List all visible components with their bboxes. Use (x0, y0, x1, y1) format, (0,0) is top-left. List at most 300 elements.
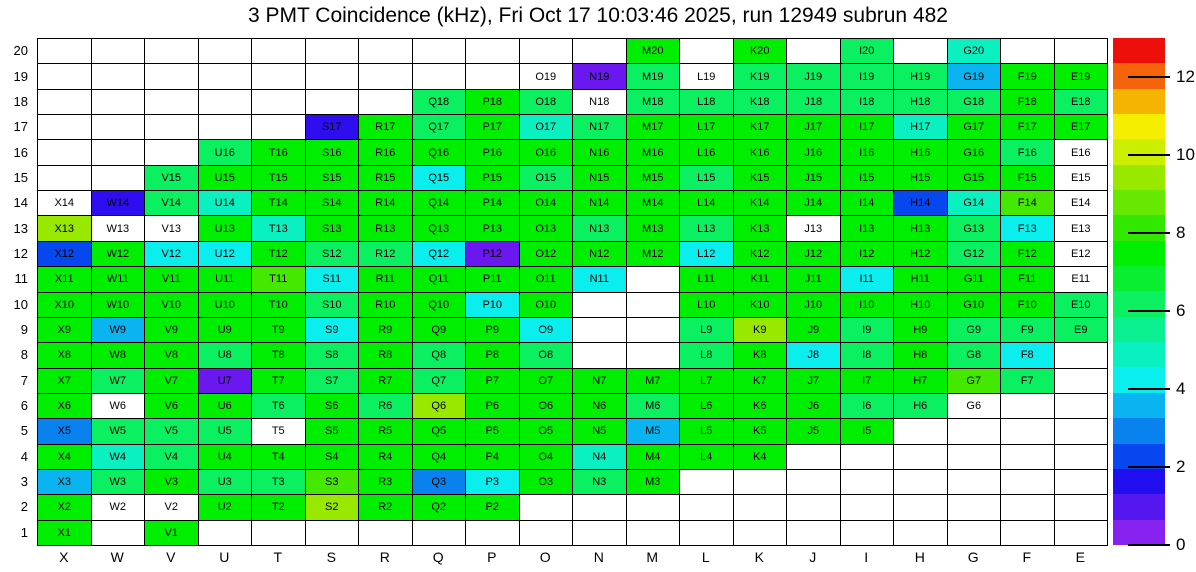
cell-empty-I4 (841, 445, 895, 470)
cell-empty-F20 (1001, 39, 1055, 64)
cell-U15: U15 (199, 166, 253, 191)
cell-M14: M14 (627, 191, 681, 216)
cell-G20: G20 (948, 39, 1002, 64)
cell-empty-F6 (1001, 394, 1055, 419)
cell-R14: R14 (359, 191, 413, 216)
cell-K19: K19 (734, 64, 788, 89)
cell-J5: J5 (787, 419, 841, 444)
cell-empty-V19 (145, 64, 199, 89)
colorbar-band-17 (1113, 89, 1165, 114)
cell-L6: L6 (680, 394, 734, 419)
cell-N18: N18 (573, 90, 627, 115)
cell-L19: L19 (680, 64, 734, 89)
cell-empty-M9 (627, 318, 681, 343)
cell-empty-N10 (573, 293, 627, 318)
cell-empty-R20 (359, 39, 413, 64)
cell-J14: J14 (787, 191, 841, 216)
cell-R9: R9 (359, 318, 413, 343)
cell-S4: S4 (306, 445, 360, 470)
cell-V11: V11 (145, 267, 199, 292)
cell-empty-F1 (1001, 521, 1055, 546)
cell-S5: S5 (306, 419, 360, 444)
cell-N19: N19 (573, 64, 627, 89)
cell-J18: J18 (787, 90, 841, 115)
cell-empty-T1 (252, 521, 306, 546)
cell-J16: J16 (787, 140, 841, 165)
colorbar-band-7 (1113, 342, 1165, 367)
cell-G7: G7 (948, 369, 1002, 394)
cell-M12: M12 (627, 242, 681, 267)
cell-F19: F19 (1001, 64, 1055, 89)
cell-R6: R6 (359, 394, 413, 419)
cell-empty-N2 (573, 495, 627, 520)
cell-J13: J13 (787, 216, 841, 241)
cell-E17: E17 (1055, 115, 1109, 140)
cell-empty-F3 (1001, 470, 1055, 495)
column-label-V: V (166, 549, 176, 565)
cell-V14: V14 (145, 191, 199, 216)
cell-N5: N5 (573, 419, 627, 444)
cell-S9: S9 (306, 318, 360, 343)
row-label-14: 14 (13, 195, 28, 211)
cell-P2: P2 (466, 495, 520, 520)
cell-X1: X1 (38, 521, 92, 546)
cell-W14: W14 (92, 191, 146, 216)
column-label-E: E (1075, 549, 1085, 565)
cell-S7: S7 (306, 369, 360, 394)
cell-X8: X8 (38, 343, 92, 368)
cell-K16: K16 (734, 140, 788, 165)
column-label-P: P (487, 549, 497, 565)
cell-empty-X18 (38, 90, 92, 115)
cell-Q12: Q12 (413, 242, 467, 267)
cell-empty-J1 (787, 521, 841, 546)
cell-empty-T20 (252, 39, 306, 64)
cell-empty-J3 (787, 470, 841, 495)
cell-empty-N20 (573, 39, 627, 64)
cell-I6: I6 (841, 394, 895, 419)
cell-X14: X14 (38, 191, 92, 216)
cell-T14: T14 (252, 191, 306, 216)
cell-empty-S20 (306, 39, 360, 64)
cell-E15: E15 (1055, 166, 1109, 191)
cell-R5: R5 (359, 419, 413, 444)
cell-O19: O19 (520, 64, 574, 89)
cell-G14: G14 (948, 191, 1002, 216)
cell-empty-N1 (573, 521, 627, 546)
cell-empty-X16 (38, 140, 92, 165)
cell-empty-U1 (199, 521, 253, 546)
cell-Q5: Q5 (413, 419, 467, 444)
row-label-6: 6 (20, 397, 28, 413)
cell-T5: T5 (252, 419, 306, 444)
row-label-19: 19 (13, 68, 28, 84)
cell-J15: J15 (787, 166, 841, 191)
cell-P17: P17 (466, 115, 520, 140)
colorbar-tick-label-0: 0 (1176, 535, 1186, 554)
cell-R11: R11 (359, 267, 413, 292)
cell-empty-M8 (627, 343, 681, 368)
cell-X9: X9 (38, 318, 92, 343)
cell-V13: V13 (145, 216, 199, 241)
cell-P3: P3 (466, 470, 520, 495)
cell-W9: W9 (92, 318, 146, 343)
cell-P14: P14 (466, 191, 520, 216)
cell-empty-S19 (306, 64, 360, 89)
cell-V4: V4 (145, 445, 199, 470)
cell-I8: I8 (841, 343, 895, 368)
cell-I5: I5 (841, 419, 895, 444)
cell-N13: N13 (573, 216, 627, 241)
cell-empty-W17 (92, 115, 146, 140)
cell-K15: K15 (734, 166, 788, 191)
cell-empty-K3 (734, 470, 788, 495)
cell-N3: N3 (573, 470, 627, 495)
cell-F13: F13 (1001, 216, 1055, 241)
cell-I19: I19 (841, 64, 895, 89)
cell-empty-M2 (627, 495, 681, 520)
cell-L13: L13 (680, 216, 734, 241)
cell-O15: O15 (520, 166, 574, 191)
cell-empty-S1 (306, 521, 360, 546)
cell-empty-M11 (627, 267, 681, 292)
cell-R4: R4 (359, 445, 413, 470)
cell-F12: F12 (1001, 242, 1055, 267)
cell-H16: H16 (894, 140, 948, 165)
cell-E13: E13 (1055, 216, 1109, 241)
cell-empty-X17 (38, 115, 92, 140)
row-label-20: 20 (13, 43, 28, 59)
cell-I12: I12 (841, 242, 895, 267)
cell-X5: X5 (38, 419, 92, 444)
cell-I9: I9 (841, 318, 895, 343)
cell-X4: X4 (38, 445, 92, 470)
cell-I18: I18 (841, 90, 895, 115)
column-label-F: F (1022, 549, 1032, 565)
cell-O18: O18 (520, 90, 574, 115)
cell-S15: S15 (306, 166, 360, 191)
cell-J12: J12 (787, 242, 841, 267)
cell-K14: K14 (734, 191, 788, 216)
colorbar-tick-label-2: 2 (1176, 457, 1186, 476)
cell-F15: F15 (1001, 166, 1055, 191)
cell-H19: H19 (894, 64, 948, 89)
cell-H13: H13 (894, 216, 948, 241)
cell-I7: I7 (841, 369, 895, 394)
cell-U5: U5 (199, 419, 253, 444)
cell-empty-X20 (38, 39, 92, 64)
row-label-2: 2 (20, 499, 28, 515)
cell-O13: O13 (520, 216, 574, 241)
colorbar-band-10 (1113, 266, 1165, 291)
cell-empty-J4 (787, 445, 841, 470)
cell-P8: P8 (466, 343, 520, 368)
colorbar-band-16 (1113, 114, 1165, 139)
cell-empty-G5 (948, 419, 1002, 444)
cell-M5: M5 (627, 419, 681, 444)
cell-Q13: Q13 (413, 216, 467, 241)
column-label-R: R (379, 549, 390, 565)
cell-empty-P20 (466, 39, 520, 64)
colorbar-tick-label-8: 8 (1176, 223, 1186, 242)
cell-empty-F4 (1001, 445, 1055, 470)
row-label-11: 11 (14, 271, 28, 287)
cell-R13: R13 (359, 216, 413, 241)
cell-O17: O17 (520, 115, 574, 140)
cell-empty-T17 (252, 115, 306, 140)
colorbar-band-9 (1113, 291, 1165, 316)
cell-empty-H20 (894, 39, 948, 64)
cell-empty-W20 (92, 39, 146, 64)
cell-O6: O6 (520, 394, 574, 419)
cell-J8: J8 (787, 343, 841, 368)
cell-I13: I13 (841, 216, 895, 241)
colorbar-tick-label-4: 4 (1176, 379, 1186, 398)
cell-E11: E11 (1055, 267, 1109, 292)
cell-H6: H6 (894, 394, 948, 419)
cell-K5: K5 (734, 419, 788, 444)
cell-empty-E6 (1055, 394, 1109, 419)
cell-H14: H14 (894, 191, 948, 216)
cell-U13: U13 (199, 216, 253, 241)
cell-V8: V8 (145, 343, 199, 368)
cell-U7: U7 (199, 369, 253, 394)
cell-empty-M1 (627, 521, 681, 546)
colorbar-tick-label-10: 10 (1176, 145, 1195, 164)
cell-K8: K8 (734, 343, 788, 368)
colorbar-band-11 (1113, 241, 1165, 266)
cell-Q2: Q2 (413, 495, 467, 520)
cell-R2: R2 (359, 495, 413, 520)
cell-Q6: Q6 (413, 394, 467, 419)
cell-T4: T4 (252, 445, 306, 470)
cell-G11: G11 (948, 267, 1002, 292)
cell-empty-X19 (38, 64, 92, 89)
cell-empty-H1 (894, 521, 948, 546)
column-label-O: O (539, 549, 551, 565)
cell-L18: L18 (680, 90, 734, 115)
cell-H9: H9 (894, 318, 948, 343)
cell-F9: F9 (1001, 318, 1055, 343)
cell-empty-U17 (199, 115, 253, 140)
cell-E12: E12 (1055, 242, 1109, 267)
cell-M15: M15 (627, 166, 681, 191)
column-label-W: W (110, 549, 124, 565)
cell-F17: F17 (1001, 115, 1055, 140)
cell-X2: X2 (38, 495, 92, 520)
cell-U4: U4 (199, 445, 253, 470)
cell-P4: P4 (466, 445, 520, 470)
cell-T6: T6 (252, 394, 306, 419)
cell-P12: P12 (466, 242, 520, 267)
cell-N12: N12 (573, 242, 627, 267)
cell-R7: R7 (359, 369, 413, 394)
colorbar-band-5 (1113, 393, 1165, 418)
cell-V5: V5 (145, 419, 199, 444)
cell-empty-G3 (948, 470, 1002, 495)
cell-N15: N15 (573, 166, 627, 191)
chart-title: 3 PMT Coincidence (kHz), Fri Oct 17 10:03:46 2025, run 12949 subrun 482 (247, 4, 948, 27)
cell-S2: S2 (306, 495, 360, 520)
column-label-J: J (809, 549, 817, 565)
colorbar-tick-label-12: 12 (1176, 67, 1195, 86)
cell-L7: L7 (680, 369, 734, 394)
column-label-L: L (701, 549, 710, 565)
cell-Q3: Q3 (413, 470, 467, 495)
cell-empty-V18 (145, 90, 199, 115)
cell-L5: L5 (680, 419, 734, 444)
cell-O14: O14 (520, 191, 574, 216)
colorbar-band-4 (1113, 418, 1165, 443)
row-label-18: 18 (13, 93, 28, 109)
cell-V7: V7 (145, 369, 199, 394)
colorbar-band-14 (1113, 165, 1165, 190)
cell-P15: P15 (466, 166, 520, 191)
row-label-9: 9 (20, 321, 28, 337)
row-label-10: 10 (13, 296, 28, 312)
cell-O10: O10 (520, 293, 574, 318)
cell-W8: W8 (92, 343, 146, 368)
cell-empty-E3 (1055, 470, 1109, 495)
cell-O11: O11 (520, 267, 574, 292)
cell-E18: E18 (1055, 90, 1109, 115)
cell-R8: R8 (359, 343, 413, 368)
cell-G18: G18 (948, 90, 1002, 115)
cell-empty-J20 (787, 39, 841, 64)
cell-T9: T9 (252, 318, 306, 343)
cell-L4: L4 (680, 445, 734, 470)
cell-empty-G1 (948, 521, 1002, 546)
cell-K13: K13 (734, 216, 788, 241)
cell-E10: E10 (1055, 293, 1109, 318)
cell-empty-S18 (306, 90, 360, 115)
cell-empty-Q19 (413, 64, 467, 89)
cell-S14: S14 (306, 191, 360, 216)
cell-T11: T11 (252, 267, 306, 292)
colorbar-band-0 (1113, 520, 1165, 545)
cell-empty-U18 (199, 90, 253, 115)
colorbar-band-19 (1113, 38, 1165, 63)
cell-empty-K1 (734, 521, 788, 546)
cell-O3: O3 (520, 470, 574, 495)
cell-I20: I20 (841, 39, 895, 64)
cell-K12: K12 (734, 242, 788, 267)
row-label-17: 17 (13, 119, 28, 135)
cell-M13: M13 (627, 216, 681, 241)
cell-empty-H3 (894, 470, 948, 495)
cell-X6: X6 (38, 394, 92, 419)
cell-L17: L17 (680, 115, 734, 140)
cell-O9: O9 (520, 318, 574, 343)
cell-S8: S8 (306, 343, 360, 368)
row-label-7: 7 (20, 372, 28, 388)
cell-K17: K17 (734, 115, 788, 140)
cell-Q17: Q17 (413, 115, 467, 140)
cell-empty-W16 (92, 140, 146, 165)
cell-W13: W13 (92, 216, 146, 241)
cell-empty-F5 (1001, 419, 1055, 444)
column-label-K: K (754, 549, 764, 565)
cell-F11: F11 (1001, 267, 1055, 292)
cell-empty-L20 (680, 39, 734, 64)
cell-empty-L2 (680, 495, 734, 520)
cell-S16: S16 (306, 140, 360, 165)
cell-E9: E9 (1055, 318, 1109, 343)
row-label-8: 8 (20, 347, 28, 363)
colorbar (1113, 38, 1165, 545)
colorbar-band-12 (1113, 215, 1165, 240)
colorbar-band-2 (1113, 469, 1165, 494)
cell-empty-W18 (92, 90, 146, 115)
cell-N17: N17 (573, 115, 627, 140)
row-label-3: 3 (20, 474, 28, 490)
cell-empty-G2 (948, 495, 1002, 520)
cell-empty-V16 (145, 140, 199, 165)
cell-Q18: Q18 (413, 90, 467, 115)
colorbar-tick-10 (1128, 154, 1170, 156)
cell-Q10: Q10 (413, 293, 467, 318)
cell-U2: U2 (199, 495, 253, 520)
cell-R17: R17 (359, 115, 413, 140)
cell-G16: G16 (948, 140, 1002, 165)
cell-empty-E1 (1055, 521, 1109, 546)
cell-I15: I15 (841, 166, 895, 191)
cell-N7: N7 (573, 369, 627, 394)
cell-empty-I2 (841, 495, 895, 520)
cell-F7: F7 (1001, 369, 1055, 394)
x-axis-column-labels (37, 549, 1107, 567)
cell-W12: W12 (92, 242, 146, 267)
cell-empty-U20 (199, 39, 253, 64)
colorbar-tick-0 (1128, 544, 1170, 546)
cell-W6: W6 (92, 394, 146, 419)
cell-empty-W1 (92, 521, 146, 546)
cell-O16: O16 (520, 140, 574, 165)
cell-empty-R19 (359, 64, 413, 89)
cell-empty-Q1 (413, 521, 467, 546)
cell-S3: S3 (306, 470, 360, 495)
cell-J17: J17 (787, 115, 841, 140)
cell-Q11: Q11 (413, 267, 467, 292)
cell-R12: R12 (359, 242, 413, 267)
cell-empty-K2 (734, 495, 788, 520)
cell-empty-V20 (145, 39, 199, 64)
cell-T15: T15 (252, 166, 306, 191)
cell-Q14: Q14 (413, 191, 467, 216)
heatmap-grid (37, 38, 1108, 546)
cell-empty-T19 (252, 64, 306, 89)
column-label-S: S (326, 549, 336, 565)
cell-P6: P6 (466, 394, 520, 419)
cell-empty-M10 (627, 293, 681, 318)
cell-J19: J19 (787, 64, 841, 89)
cell-empty-J2 (787, 495, 841, 520)
cell-G6: G6 (948, 394, 1002, 419)
cell-H18: H18 (894, 90, 948, 115)
cell-G15: G15 (948, 166, 1002, 191)
cell-empty-W19 (92, 64, 146, 89)
cell-X3: X3 (38, 470, 92, 495)
cell-empty-H4 (894, 445, 948, 470)
cell-W3: W3 (92, 470, 146, 495)
cell-K9: K9 (734, 318, 788, 343)
cell-R15: R15 (359, 166, 413, 191)
cell-M17: M17 (627, 115, 681, 140)
cell-empty-E8 (1055, 343, 1109, 368)
cell-empty-L1 (680, 521, 734, 546)
cell-empty-N9 (573, 318, 627, 343)
cell-V10: V10 (145, 293, 199, 318)
